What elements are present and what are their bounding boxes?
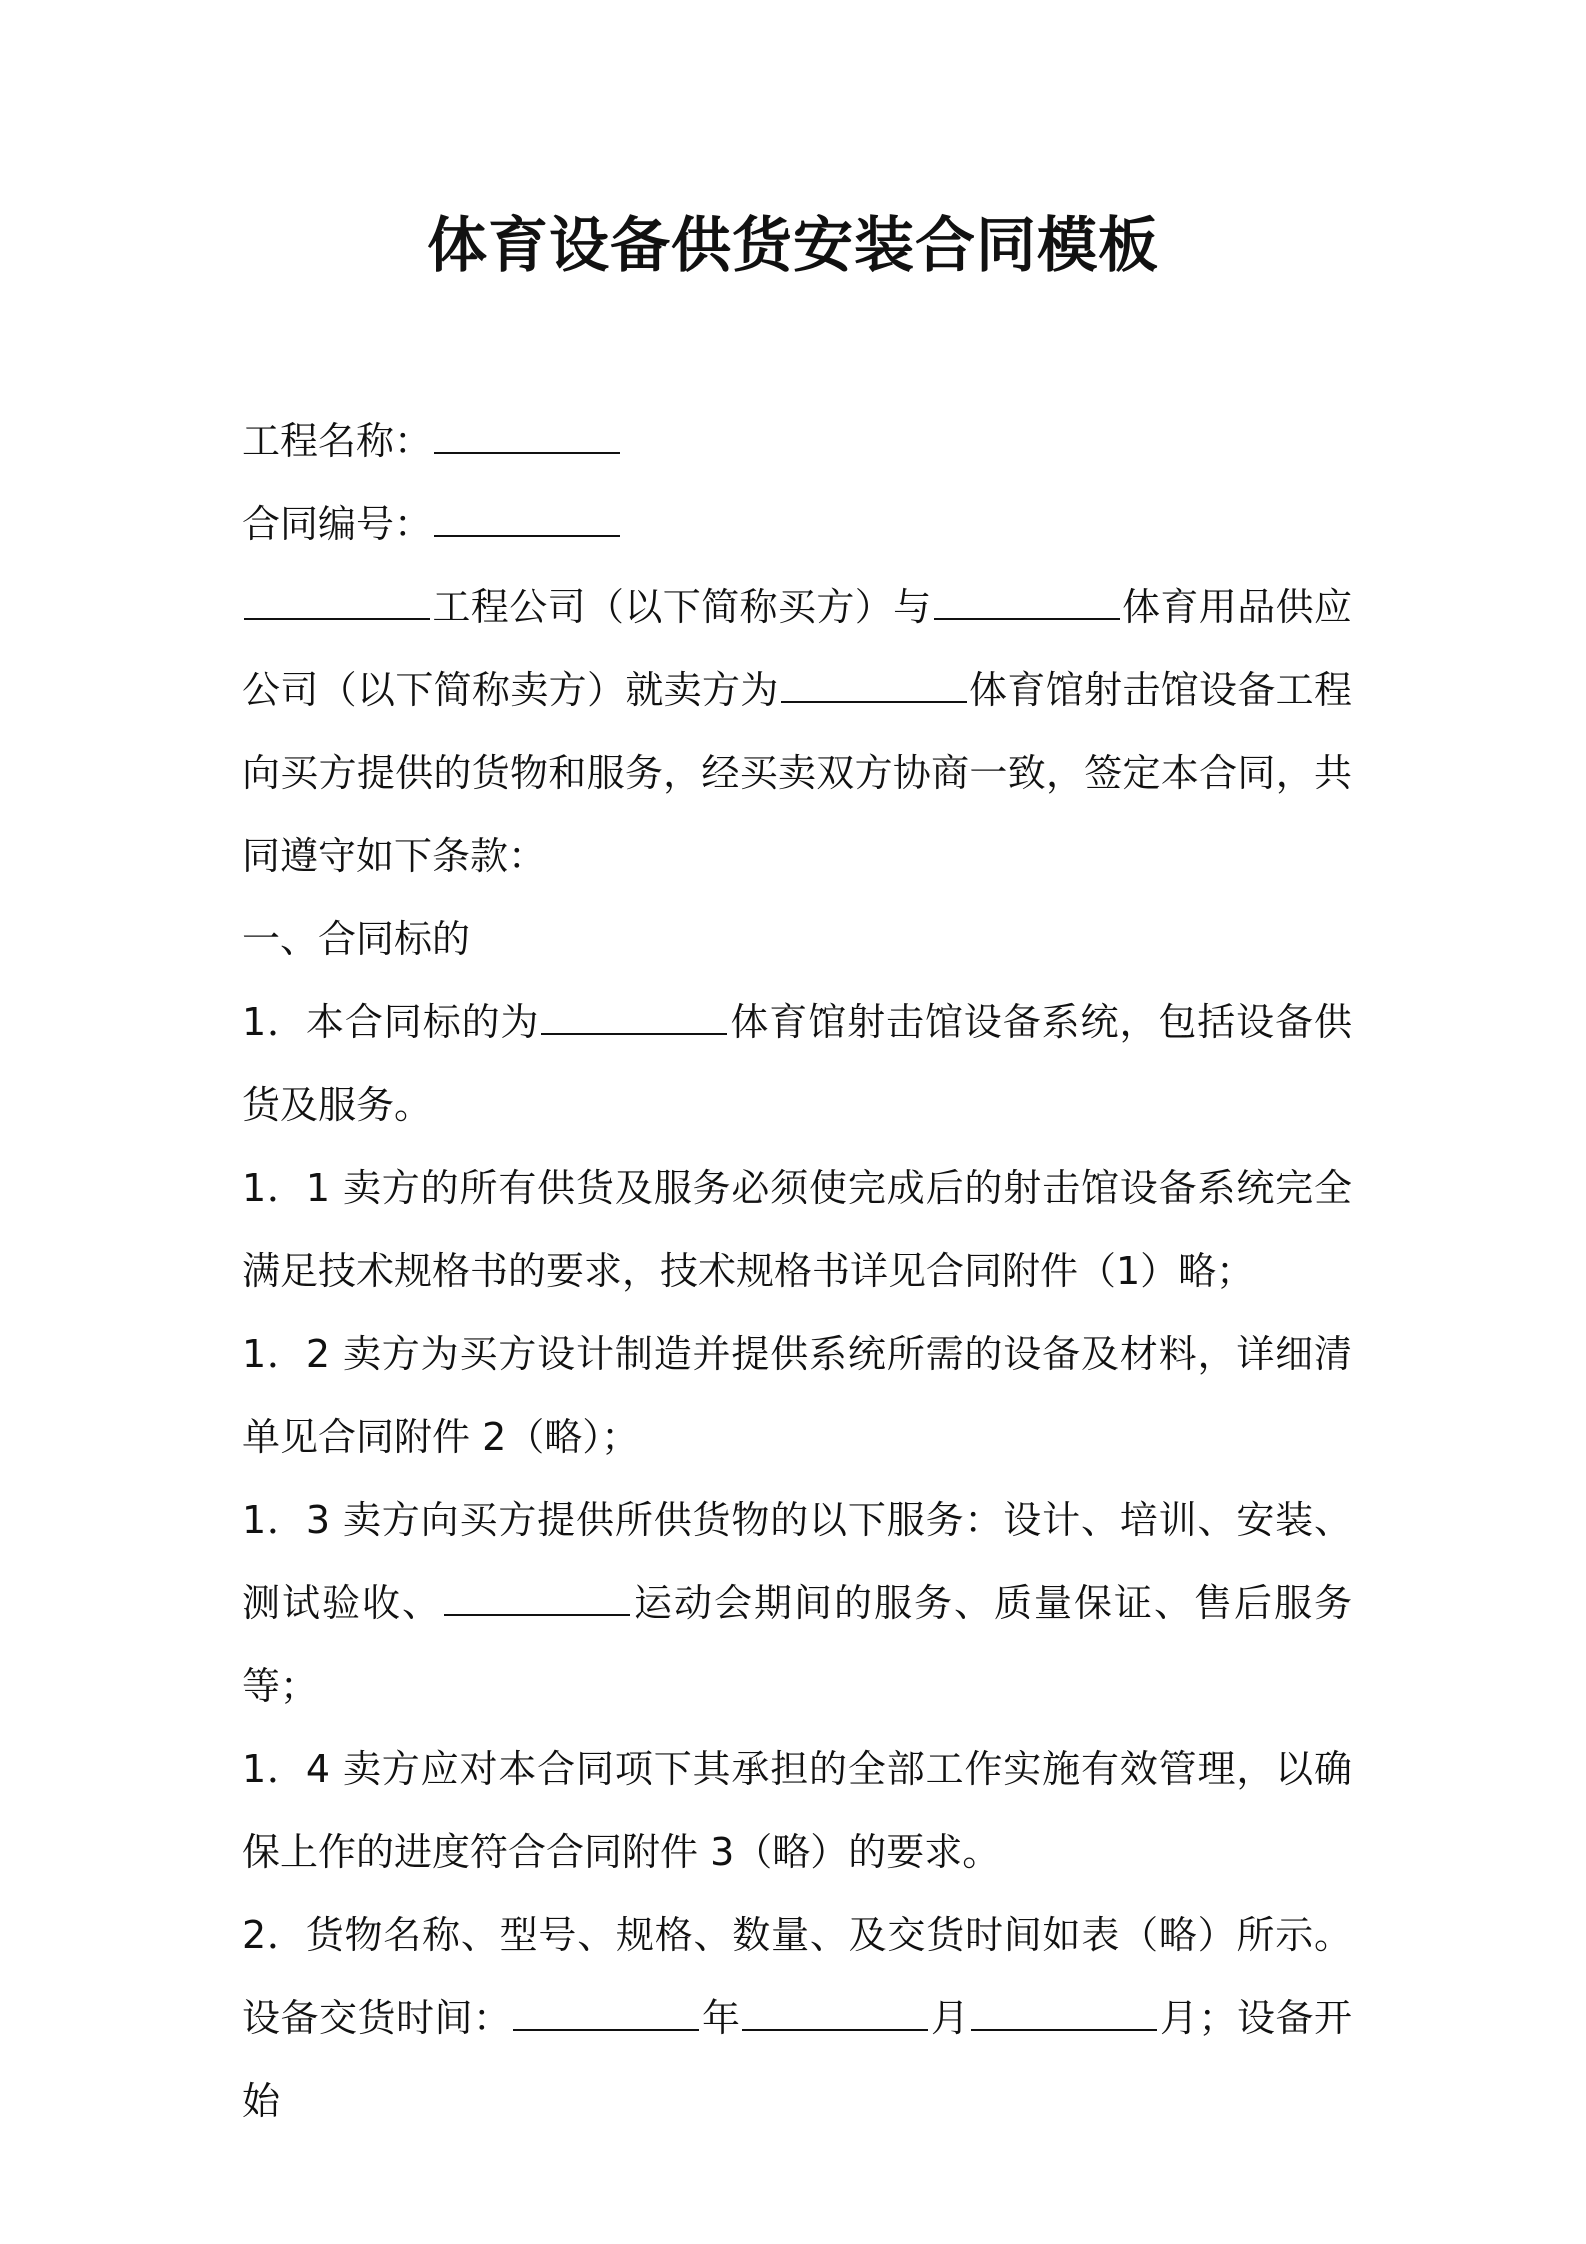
document-body bbox=[242, 400, 1352, 2143]
clause-1-3-text-1: 1．3 卖方向买方提供所供货物的以下服务：设计、培训、安装、测试验收、 bbox=[242, 1498, 1352, 1625]
intro-text-1: 工程公司（以下简称买方）与 bbox=[432, 585, 932, 629]
clause-2-text-1: 2．货物名称、型号、规格、数量、及交货时间如表（略）所示。设备交货时间： bbox=[242, 1913, 1352, 2040]
intro-paragraph bbox=[242, 566, 1352, 898]
clause-1-2: 1．2 卖方为买方设计制造并提供系统所需的设备及材料，详细清单见合同附件 2（略）； bbox=[242, 1332, 1352, 1459]
delivery-year-blank bbox=[513, 1995, 699, 2031]
venue-blank bbox=[781, 667, 967, 703]
seller-blank bbox=[934, 584, 1120, 620]
contract-no-blank bbox=[434, 501, 620, 537]
clause-1-3-blank bbox=[444, 1580, 630, 1616]
clause-1 bbox=[242, 981, 1352, 1147]
clause-2-year: 年 bbox=[701, 1996, 741, 2040]
project-name-line bbox=[242, 400, 1352, 483]
clause-2-month-1: 月 bbox=[930, 1996, 970, 2040]
clause-1-1: 1．1 卖方的所有供货及服务必须使完成后的射击馆设备系统完全满足技术规格书的要求，技术规格书详见合同附件（1）略； bbox=[242, 1166, 1352, 1293]
contract-no-label: 合同编号： bbox=[242, 502, 433, 546]
clause-2-month-2: 月；设备开始 bbox=[242, 1996, 1352, 2123]
clause-1-4: 1．4 卖方应对本合同项下其承担的全部工作实施有效管理，以确保上作的进度符合合同附件 3（略）的要求。 bbox=[242, 1747, 1352, 1874]
clause-1-3-text-2: 运动会期间的服务、质量保证、售后服务等； bbox=[242, 1581, 1352, 1708]
document-title: 体育设备供货安装合同模板 bbox=[427, 211, 1159, 281]
clause-1-3 bbox=[242, 1479, 1352, 1728]
clause-1-blank bbox=[541, 999, 727, 1035]
project-name-blank bbox=[434, 418, 620, 454]
contract-no-line bbox=[242, 483, 1352, 566]
intro-text-3: 体育馆射击馆设备工程向买方提供的货物和服务，经买卖双方协商一致，签定本合同，共同遵守如下条款： bbox=[242, 668, 1352, 878]
delivery-month-blank-1 bbox=[742, 1995, 928, 2031]
buyer-blank bbox=[244, 584, 430, 620]
clause-2 bbox=[242, 1894, 1352, 2143]
project-name-label: 工程名称： bbox=[242, 419, 433, 463]
clause-1-text-2: 体育馆射击馆设备系统，包括设备供货及服务。 bbox=[242, 1000, 1352, 1127]
section-1-heading: 一、合同标的 bbox=[242, 917, 471, 961]
intro-text-2: 体育用品供应公司（以下简称卖方）就卖方为 bbox=[242, 585, 1352, 712]
delivery-month-blank-2 bbox=[971, 1995, 1157, 2031]
clause-1-text-1: 1．本合同标的为 bbox=[242, 1000, 540, 1044]
